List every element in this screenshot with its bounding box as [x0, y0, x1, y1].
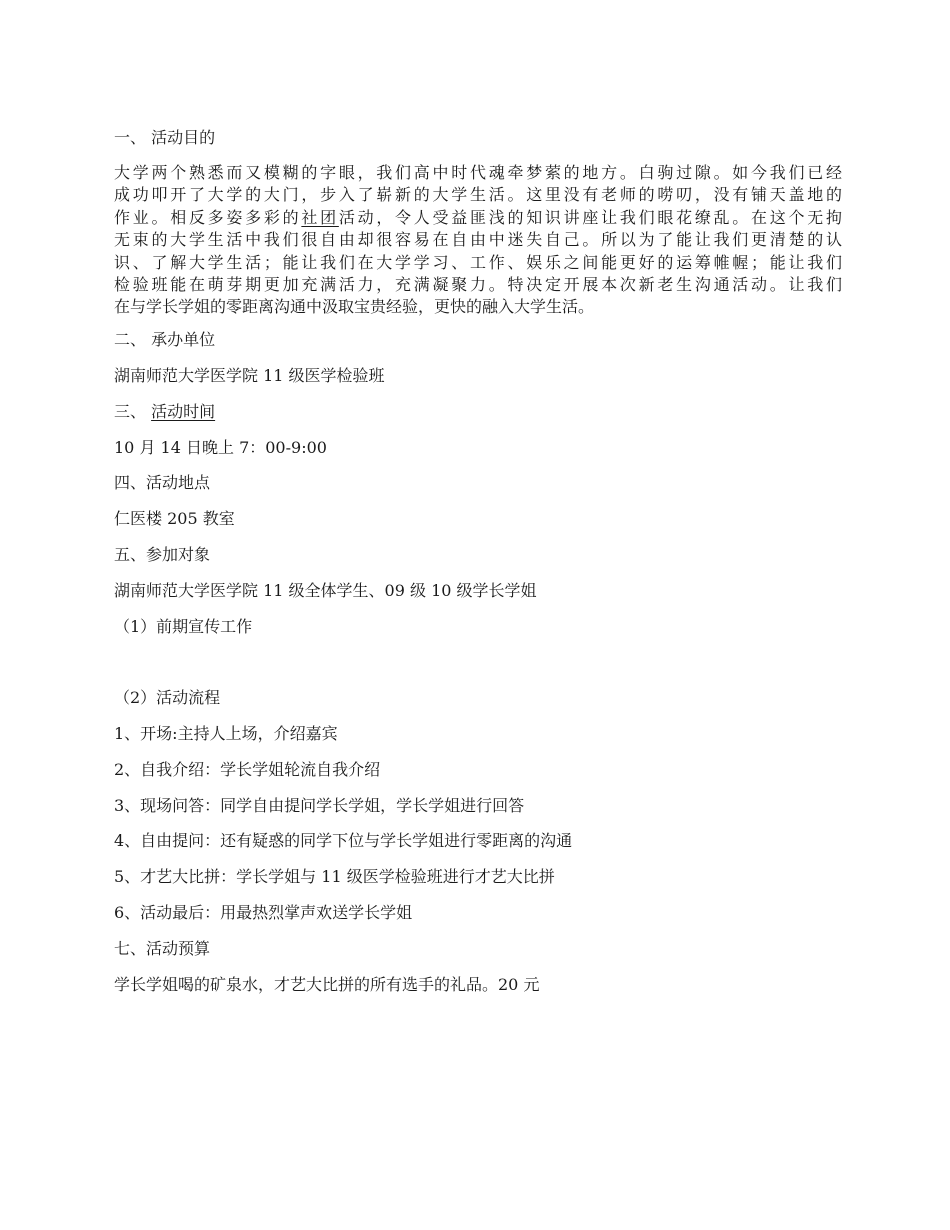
section-heading-participants: 五、参加对象: [114, 545, 211, 564]
process-step: 6、活动最后：用最热烈掌声欢送学长学姐: [114, 903, 413, 922]
location-text: 仁医楼 205 教室: [114, 509, 235, 528]
section-heading-purpose: 一、 活动目的: [114, 128, 216, 147]
time-text: 10 月 14 日晚上 7：00-9:00: [114, 438, 327, 457]
paragraph-line: 在与学长学姐的零距离沟通中汲取宝贵经验，更快的融入大学生活。: [114, 297, 595, 317]
heading-text-underlined: 活动时间: [151, 402, 216, 421]
subheading-promotion: （1）前期宣传工作: [114, 617, 253, 636]
paragraph-line: 成功叩开了大学的大门，步入了崭新的大学生活。这里没有老师的唠叨，没有铺天盖地的: [114, 185, 842, 205]
underlined-term: 社团: [301, 207, 339, 227]
paragraph-line: [114, 207, 842, 229]
section-heading-location: 四、活动地点: [114, 473, 211, 492]
process-step: 1、开场:主持人上场，介绍嘉宾: [114, 724, 338, 743]
paragraph-line: 大学两个熟悉而又模糊的字眼，我们高中时代魂牵梦萦的地方。白驹过隙。如今我们已经: [114, 163, 842, 182]
budget-text: 学长学姐喝的矿泉水，才艺大比拼的所有选手的礼品。20 元: [114, 975, 540, 994]
paragraph-line: 检验班能在萌芽期更加充满活力，充满凝聚力。特决定开展本次新老生沟通活动。让我们: [114, 275, 842, 295]
paragraph-text: 活动，令人受益匪浅的知识讲座让我们眼花缭乱。在这个无拘: [338, 207, 842, 227]
heading-number: 三、: [114, 402, 152, 421]
organizer-text: 湖南师范大学医学院 11 级医学检验班: [114, 366, 385, 385]
subheading-process: （2）活动流程: [114, 688, 221, 707]
section-heading-time: [114, 401, 215, 423]
process-step: 5、才艺大比拼：学长学姐与 11 级医学检验班进行才艺大比拼: [114, 867, 555, 886]
process-step: 3、现场问答：同学自由提问学长学姐，学长学姐进行回答: [114, 796, 525, 815]
paragraph-text: 作业。相反多姿多彩的: [114, 207, 302, 227]
participants-text: 湖南师范大学医学院 11 级全体学生、09 级 10 级学长学姐: [114, 581, 537, 600]
process-step: 4、自由提问：还有疑惑的同学下位与学长学姐进行零距离的沟通: [114, 831, 573, 850]
section-heading-organizer: 二、 承办单位: [114, 330, 216, 349]
purpose-paragraph: [114, 162, 842, 319]
section-heading-budget: 七、活动预算: [114, 939, 211, 958]
paragraph-line: 识、了解大学生活；能让我们在大学学习、工作、娱乐之间能更好的运筹帷幄；能让我们: [114, 252, 842, 272]
process-step: 2、自我介绍：学长学姐轮流自我介绍: [114, 760, 381, 779]
paragraph-line: 无束的大学生活中我们很自由却很容易在自由中迷失自己。所以为了能让我们更清楚的认: [114, 230, 842, 250]
